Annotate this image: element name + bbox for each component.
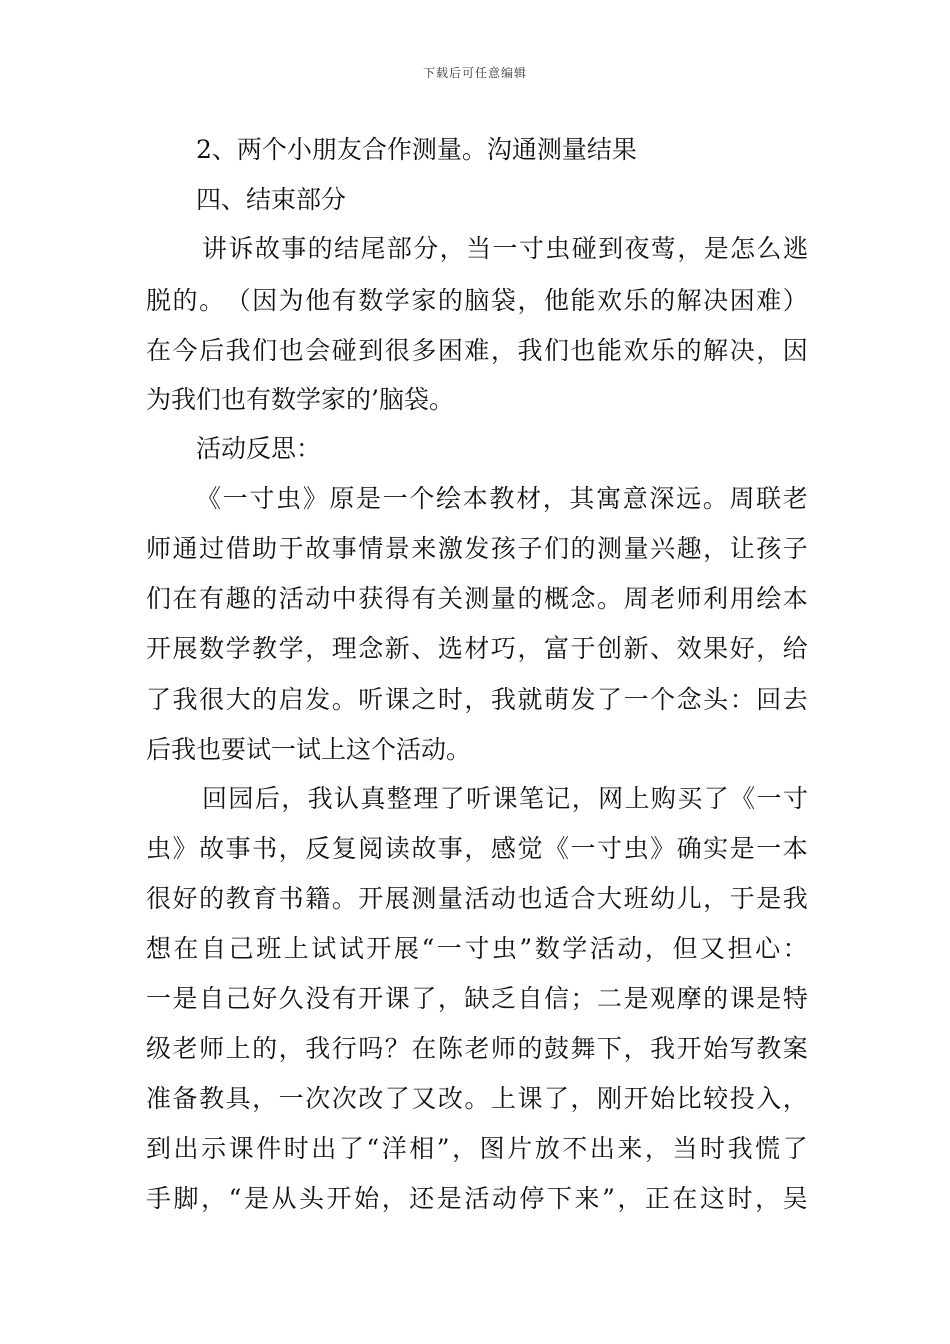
text-line: 在 今 后 我 们 也 会 碰 到 很 多 困 难 ， 我 们 也 能 欢 乐 的 解 决 ， 因 [146,336,808,365]
text-line: 四、结束部分 [196,185,347,214]
text-line: 们 在 有 趣 的 活 动 中 获 得 有 关 测 量 的 概 念 。 周 老 师 利 用 绘 本 [146,584,808,613]
text-line: 到 出 示 课 件 时 出 了 “ 洋 相 ” ， 图 片 放 不 出 来 ， 当 时 我 慌 了 [146,1134,808,1163]
text-line: 活动反思： [196,434,322,463]
text-line: 脱 的 。 （ 因 为 他 有 数 学 家 的 脑 袋 ， 他 能 欢 乐 的 解 决 困 难 ） [146,286,808,315]
text-line: 一 是 自 己 好 久 没 有 开 课 了 ， 缺 乏 自 信 ； 二 是 观 摩 的 课 是 特 [146,984,808,1013]
text-line: 后我也要试一试上这个活动。 [146,735,472,764]
text-line: 了 我 很 大 的 启 发 。 听 课 之 时 ， 我 就 萌 发 了 一 个 念 头 ： 回 去 [146,685,808,714]
text-line: 手 脚 ， “ 是 从 头 开 始 ， 还 是 活 动 停 下 来 ” ， 正 在 这 时 ， 吴 [146,1184,808,1213]
text-line: 师 通 过 借 助 于 故 事 情 景 来 激 发 孩 子 们 的 测 量 兴 趣 ， 让 孩 子 [146,534,808,563]
text-line: 很 好 的 教 育 书 籍 。 开 展 测 量 活 动 也 适 合 大 班 幼 儿 ， 于 是 我 [146,884,808,913]
text-line: 开 展 数 学 教 学 ， 理 念 新 、 选 材 巧 ， 富 于 创 新 、 效 果 好 ， 给 [146,634,808,663]
text-line: 讲 诉 故 事 的 结 尾 部 分 ， 当 一 寸 虫 碰 到 夜 莺 ， 是 怎 么 逃 [202,234,808,263]
page-header: 下载后可任意编辑 [422,66,527,80]
text-line: 为我们也有数学家的’脑袋。 [146,385,454,414]
text-line: 级 老 师 上 的 ， 我 行 吗 ？ 在 陈 老 师 的 鼓 舞 下 ， 我 开 始 写 教 案 [146,1034,808,1063]
text-line: 回 园 后 ， 我 认 真 整 理 了 听 课 笔 记 ， 网 上 购 买 了 《 一 寸 [202,784,808,813]
text-line: 准 备 教 具 ， 一 次 次 改 了 又 改 。 上 课 了 ， 刚 开 始 比 较 投 入 ， [146,1084,808,1113]
text-line: 虫 》 故 事 书 ， 反 复 阅 读 故 事 ， 感 觉 《 一 寸 虫 》 确 实 是 一 本 [146,834,808,863]
text-line: 《 一 寸 虫 》 原 是 一 个 绘 本 教 材 ， 其 寓 意 深 远 。 周 联 老 [196,484,808,513]
text-line: 想 在 自 己 班 上 试 试 开 展 “ 一 寸 虫 ” 数 学 活 动 ， 但 又 担 心 ： [146,934,808,963]
text-line: 2、两个小朋友合作测量。沟通测量结果 [196,135,637,164]
